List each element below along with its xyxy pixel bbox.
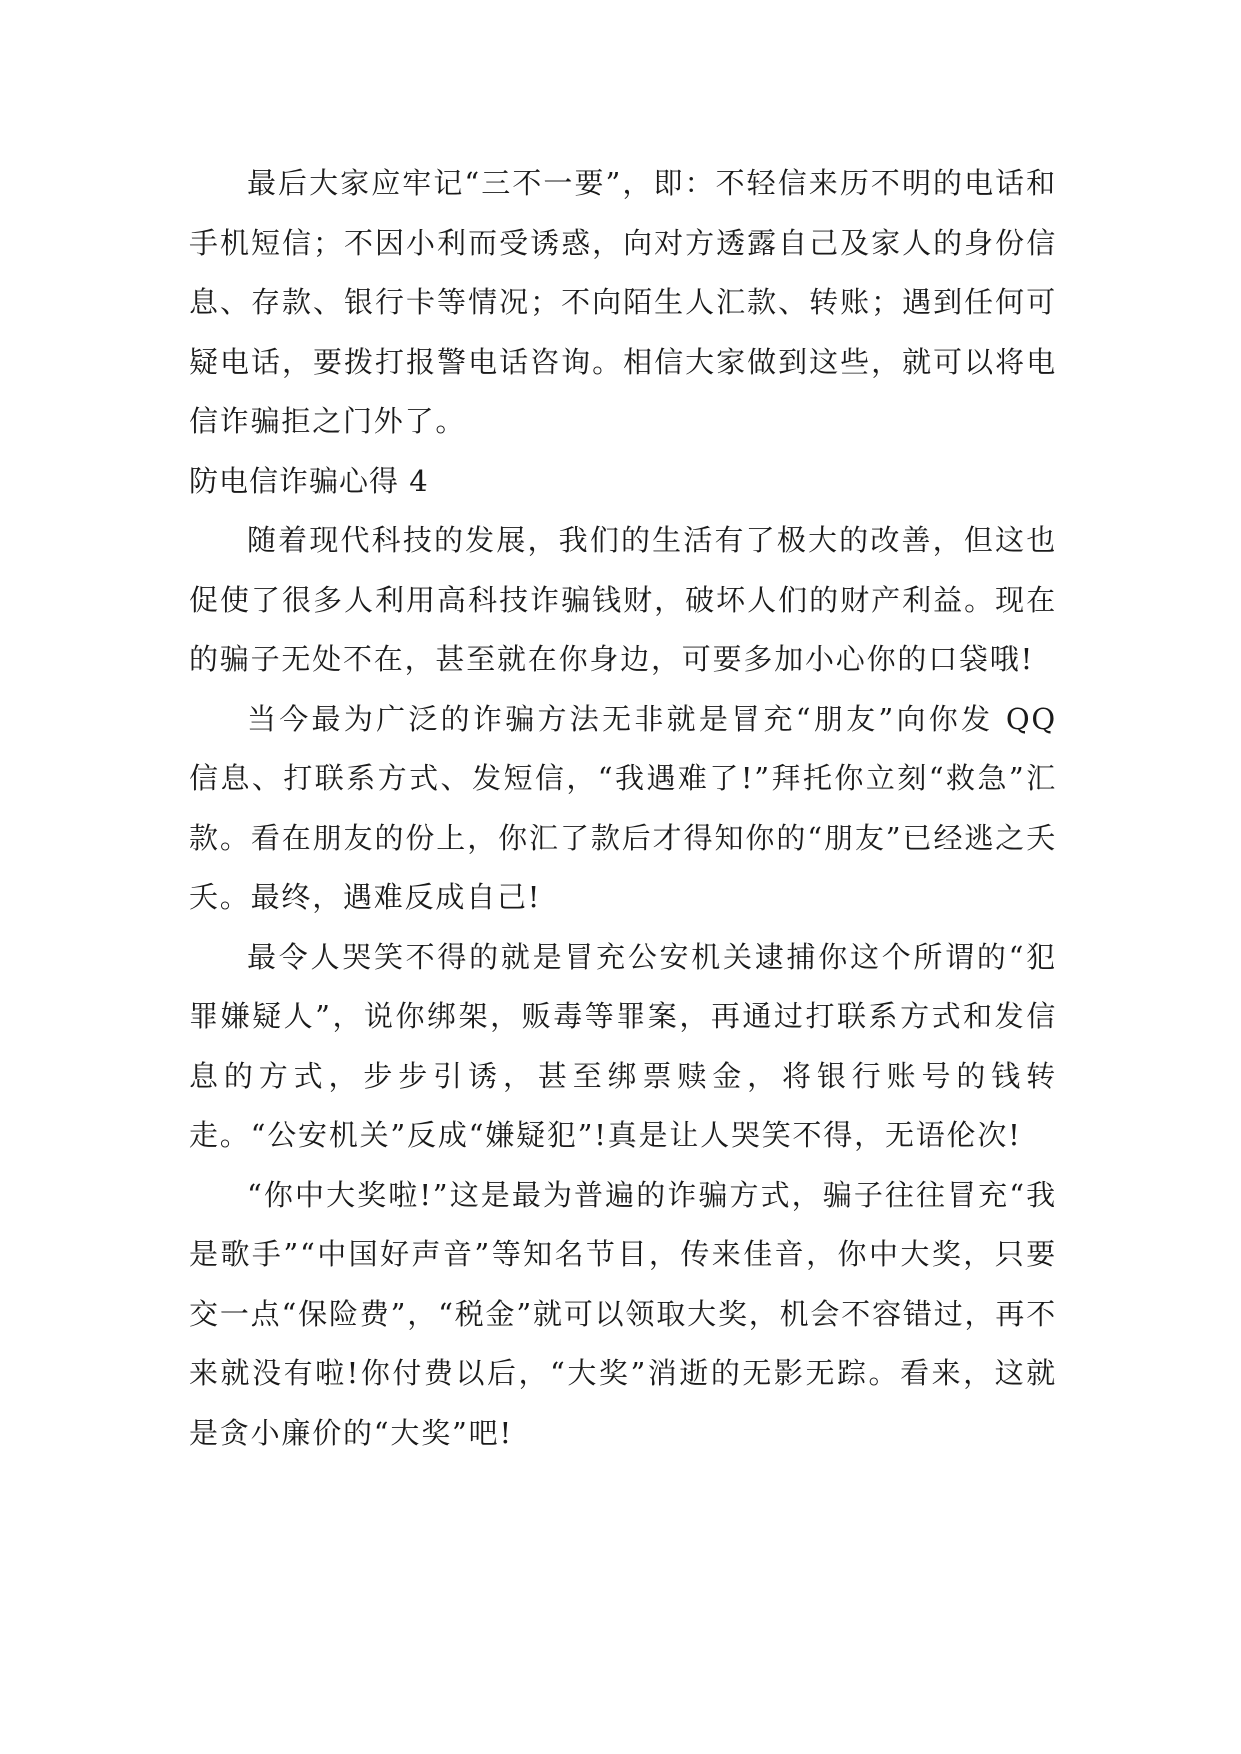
section-heading: 防电信诈骗心得 4 <box>189 463 429 498</box>
paragraph-intro: 随着现代科技的发展，我们的生活有了极大的改善，但这也促使了很多人利用高科技诈骗钱财，破坏人们的财产利益。现在的骗子无处不在，甚至就在你身边，可要多加小心你的口袋哦! <box>189 523 1057 676</box>
paragraph-fake-prize: “你中大奖啦!”这是最为普遍的诈骗方式，骗子往往冒充“我是歌手”“中国好声音”等知名节目，传来佳音，你中大奖，只要交一点“保险费”，“税金”就可以领取大奖，机会不容错过，再不来就没有啦!你付费以后，“大奖”消逝的无影无踪。看来，这就是贪小廉价的“大奖”吧! <box>189 1177 1057 1450</box>
paragraph-three-nos: 最后大家应牢记“三不一要”，即：不轻信来历不明的电话和手机短信；不因小利而受诱惑，向对方透露自己及家人的身份信息、存款、银行卡等情况；不向陌生人汇款、转账；遇到任何可疑电话，要拨打报警电话咨询。相信大家做到这些，就可以将电信诈骗拒之门外了。 <box>189 166 1057 438</box>
paragraph-fake-friend: 当今最为广泛的诈骗方法无非就是冒充“朋友”向你发 QQ 信息、打联系方式、发短信，“我遇难了!”拜托你立刻“救急”汇款。看在朋友的份上，你汇了款后才得知你的“朋友”已经逃之夭夭。最终，遇难反成自己! <box>189 701 1057 914</box>
document-page <box>189 154 1057 1463</box>
paragraph-fake-police: 最令人哭笑不得的就是冒充公安机关逮捕你这个所谓的“犯罪嫌疑人”，说你绑架，贩毒等罪案，再通过打联系方式和发信息的方式，步步引诱，甚至绑票赎金，将银行账号的钱转走。“公安机关”反成“嫌疑犯”!真是让人哭笑不得，无语伦次! <box>189 939 1057 1152</box>
